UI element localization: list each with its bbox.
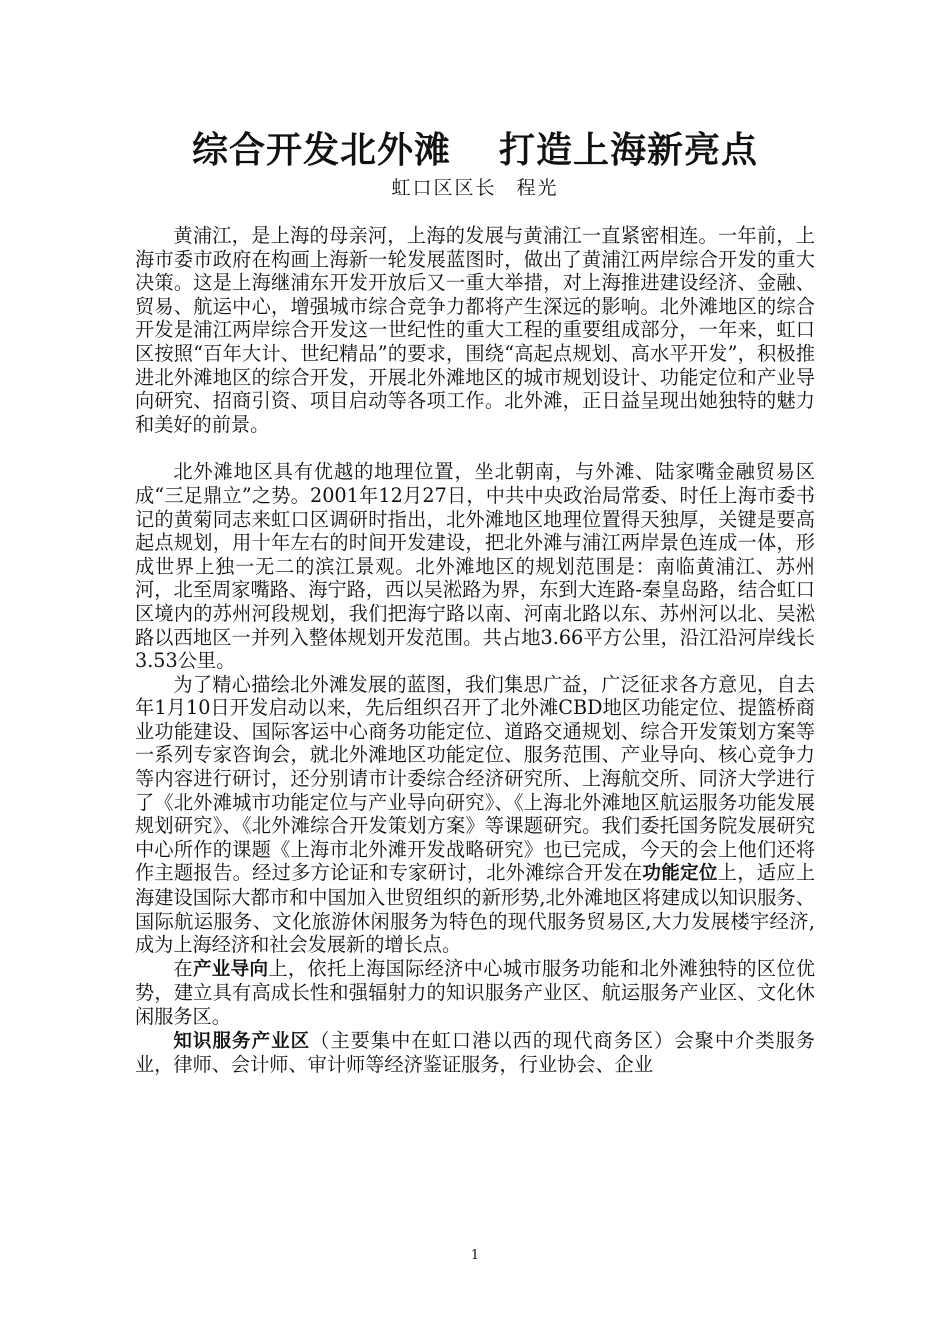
title-part-1: 综合开发北外滩 bbox=[191, 130, 451, 171]
paragraph-1: 黄浦江，是上海的母亲河，上海的发展与黄浦江一直紧密相连。一年前，上海市委市政府在构画上海新一轮发展蓝图时，做出了黄浦江两岸综合开发的重大决策。这是上海继浦东开发开放后又一重大举措，对上海推进建设经济、金融、贸易、航运中心，增强城市综合竞争力都将产生深远的影响。北外滩地区的综合开发是浦江两岸综合开发这一世纪性的重大工程的重要组成部分，一年来，虹口区按照“百年大计、世纪精品”的要求，围绕“高起点规划、高水平开发”，积极推进北外滩地区的综合开发，开展北外滩地区的城市规划设计、功能定位和产业导向研究、招商引资、项目启动等各项工作。北外滩，正日益呈现出她独特的魅力和美好的前景。 bbox=[135, 224, 815, 436]
title-part-2: 打造上海新亮点 bbox=[499, 130, 759, 171]
keyword-industry-orientation: 产业导向 bbox=[192, 958, 269, 980]
document-page bbox=[135, 128, 815, 1077]
keyword-knowledge-service-zone: 知识服务产业区 bbox=[173, 1030, 311, 1052]
paragraph-5-text: （主要集中在虹口港以西的现代商务区）会聚中介类服务业，律师、会计师、审计师等经济鉴证服务，行业协会、企业 bbox=[135, 1028, 815, 1077]
paragraph-4-text-b: 上，依托上海国际经济中心城市服务功能和北外滩独特的区位优势，建立具有高成长性和强辐射力的知识服务产业区、航运服务产业区、文化休闲服务区。 bbox=[135, 956, 816, 1028]
author-name: 程光 bbox=[516, 177, 559, 199]
paragraph-3-text-a: 为了精心描绘北外滩发展的蓝图，我们集思广益，广泛征求各方意见，自去年1月10日开发启动以来，先后组织召开了北外滩CBD地区功能定位、提篮桥商业功能建设、国际客运中心商务功能定位、道路交通规划、综合开发策划方案等一系列专家咨询会，就北外滩地区功能定位、服务范围、产业导向、核心竞争力等内容进行研讨，还分别请市计委综合经济研究所、上海航交所、同济大学进行了《北外滩城市功能定位与产业导向研究》、《上海北外滩地区航运服务功能发展规划研究》、《北外滩综合开发策划方案》等课题研究。我们委托国务院发展研究中心所作的课题《上海市北外滩开发战略研究》也已完成，今天的会上他们还将作主题报告。经过多方论证和专家研讨，北外滩综合开发在 bbox=[135, 672, 815, 885]
keyword-function-positioning: 功能定位 bbox=[642, 863, 718, 885]
paragraph-3-text-b: 上，适应上海建设国际大都市和中国加入世贸组织的新形势,北外滩地区将建成以知识服务、国际航运服务、文化旅游休闲服务为特色的现代服务贸易区,大力发展楼宇经济,成为上海经济和社会发展新的增长点。 bbox=[135, 861, 816, 957]
paragraph-2: 北外滩地区具有优越的地理位置，坐北朝南，与外滩、陆家嘴金融贸易区成“三足鼎立”之势。2001年12月27日，中共中央政治局常委、时任上海市委书记的黄菊同志来虹口区调研时指出，北外滩地区地理位置得天独厚，关键是要高起点规划，用十年左右的时间开发建设，把北外滩与浦江两岸景色连成一体，形成世界上独一无二的滨江景观。北外滩地区的规划范围是：南临黄浦江、苏州河，北至周家嘴路、海宁路，西以吴淞路为界，东到大连路-秦皇岛路，结合虹口区境内的苏州河段规划，我们把海宁路以南、河南北路以东、苏州河以北、吴淞路以西地区一并列入整体规划开发范围。共占地3.66平方公里，沿江沿河岸线长3.53公里。 bbox=[135, 460, 815, 673]
author-line bbox=[135, 174, 815, 202]
page-number: 1 bbox=[470, 1248, 480, 1263]
paragraph-4-text-a: 在 bbox=[173, 956, 193, 980]
paragraph-4 bbox=[135, 957, 815, 1029]
paragraph-5 bbox=[135, 1029, 815, 1077]
paragraph-3 bbox=[135, 673, 815, 957]
author-position: 虹口区区长 bbox=[391, 177, 497, 199]
document-title bbox=[135, 128, 815, 174]
